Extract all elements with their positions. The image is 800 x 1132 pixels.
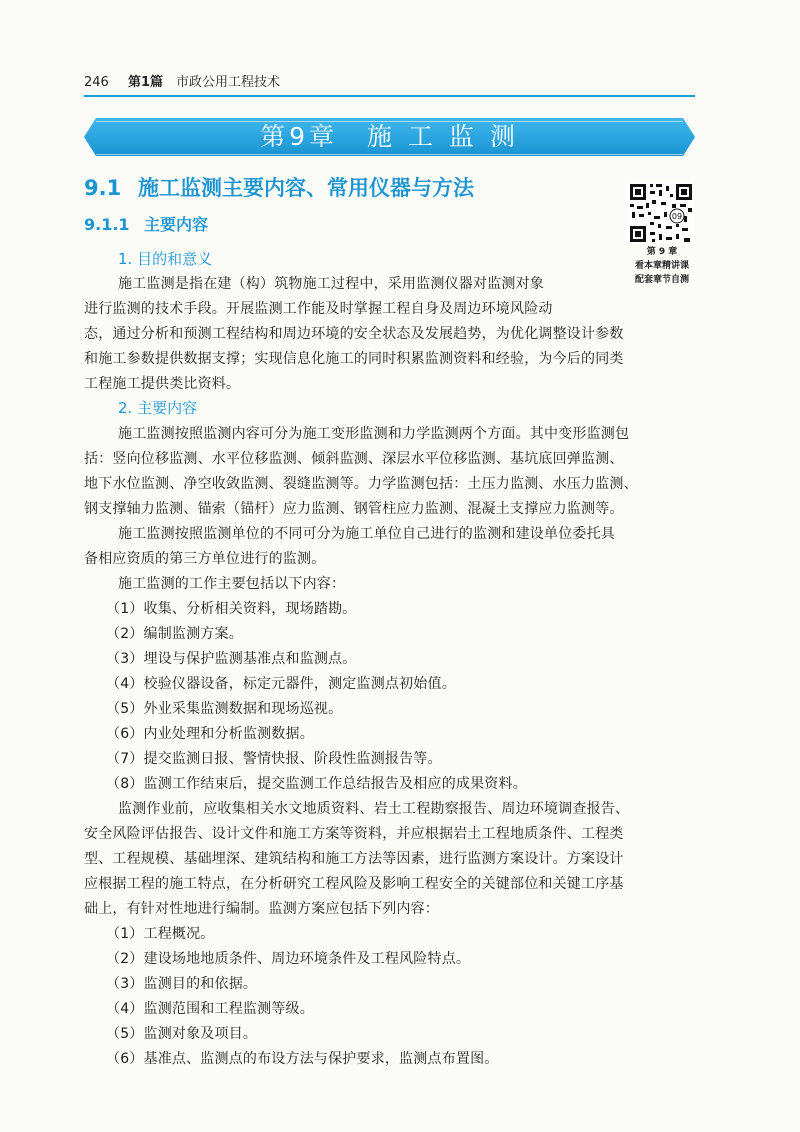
paragraph-line: 和施工参数提供数据支撑；实现信息化施工的同时积累监测资料和经验，为今后的同类 bbox=[84, 351, 624, 367]
paragraph-line: 工程施工提供类比资料。 bbox=[84, 376, 241, 392]
list-item: （7）提交监测日报、警情快报、阶段性监测报告等。 bbox=[106, 751, 442, 767]
paragraph-line: 态，通过分析和预测工程结构和周边环境的安全状态及发展趋势，为优化调整设计参数 bbox=[84, 326, 624, 342]
heading-purpose: 1. 目的和意义 bbox=[118, 250, 213, 268]
list-item: （5）监测对象及项目。 bbox=[106, 1026, 258, 1042]
list-item: （3）埋设与保护监测基准点和监测点。 bbox=[106, 651, 357, 667]
paragraph-line: 安全风险评估报告、设计文件和施工方案等资料，并应根据岩土工程地质条件、工程类 bbox=[84, 826, 624, 842]
heading-main-content: 2. 主要内容 bbox=[118, 399, 198, 417]
page-number: 246 bbox=[84, 75, 109, 90]
subsection-number: 9.1.1 bbox=[84, 215, 130, 234]
list-item: （2）建设场地地质条件、周边环境条件及工程风险特点。 bbox=[106, 951, 471, 967]
paragraph-line: 监测作业前，应收集相关水文地质资料、岩土工程勘察报告、周边环境调查报告、 bbox=[118, 801, 630, 817]
subsection-title: 主要内容 bbox=[144, 215, 209, 234]
paragraph-line: 括：竖向位移监测、水平位移监测、倾斜监测、深层水平位移监测、基坑底回弹监测、 bbox=[84, 451, 624, 467]
list-item: （4）监测范围和工程监测等级。 bbox=[106, 1001, 314, 1017]
list-item: （4）校验仪器设备，标定元器件，测定监测点初始值。 bbox=[106, 676, 456, 692]
paragraph-line: 钢支撑轴力监测、锚索（锚杆）应力监测、钢管柱应力监测、混凝土支撑应力监测等。 bbox=[84, 501, 624, 517]
paragraph-line: 进行监测的技术手段。开展监测工作能及时掌握工程自身及周边环境风险动 bbox=[84, 301, 553, 317]
subsection-heading bbox=[84, 212, 208, 238]
qr-code-label: 09 bbox=[671, 212, 683, 221]
list-item: （3）监测目的和依据。 bbox=[106, 976, 258, 992]
header-rule bbox=[84, 95, 695, 97]
list-item: （5）外业采集监测数据和现场巡视。 bbox=[106, 701, 343, 717]
qr-caption-selftest: 配套章节自测 bbox=[634, 275, 689, 285]
list-item: （8）监测工作结束后，提交监测工作总结报告及相应的成果资料。 bbox=[106, 776, 527, 792]
paragraph-line: 应根据工程的施工特点，在分析研究工程风险及影响工程安全的关键部位和关键工序基 bbox=[84, 876, 624, 892]
list-item: （1）工程概况。 bbox=[106, 926, 215, 942]
qr-caption-lecture: 看本章精讲课 bbox=[634, 261, 689, 271]
paragraph-line: 备相应资质的第三方单位进行的监测。 bbox=[84, 551, 326, 567]
section-number: 9.1 bbox=[84, 176, 122, 200]
paragraph-line: 地下水位监测、净空收敛监测、裂缝监测等。力学监测包括：土压力监测、水压力监测、 bbox=[84, 476, 638, 492]
section-heading bbox=[84, 173, 474, 203]
paragraph-line: 施工监测按照监测内容可分为施工变形监测和力学监测两个方面。其中变形监测包 bbox=[118, 426, 630, 442]
chapter-title: 第9章 施 工 监 测 bbox=[260, 122, 519, 151]
list-item: （2）编制监测方案。 bbox=[106, 626, 243, 642]
paragraph-line: 础上，有针对性地进行编制。监测方案应包括下列内容： bbox=[84, 901, 439, 917]
qr-caption-chapter: 第 9 章 bbox=[646, 247, 678, 257]
list-item: （6）内业处理和分析监测数据。 bbox=[106, 726, 314, 742]
book-title: 市政公用工程技术 bbox=[176, 75, 281, 90]
list-item: （6）基准点、监测点的布设方法与保护要求，监测点布置图。 bbox=[106, 1051, 499, 1067]
section-title: 施工监测主要内容、常用仪器与方法 bbox=[138, 176, 474, 200]
qr-code-icon[interactable] bbox=[628, 182, 694, 244]
running-header bbox=[84, 72, 694, 94]
part-label: 第1篇 bbox=[128, 75, 164, 90]
paragraph-line: 施工监测的工作主要包括以下内容： bbox=[118, 576, 346, 592]
paragraph-line: 施工监测是指在建（构）筑物施工过程中，采用监测仪器对监测对象 bbox=[118, 276, 544, 292]
paragraph-line: 施工监测按照监测单位的不同可分为施工单位自己进行的监测和建设单位委托具 bbox=[118, 526, 615, 542]
paragraph-line: 型、工程规模、基础埋深、建筑结构和施工方法等因素，进行监测方案设计。方案设计 bbox=[84, 851, 624, 867]
list-item: （1）收集、分析相关资料，现场踏勘。 bbox=[106, 601, 357, 617]
